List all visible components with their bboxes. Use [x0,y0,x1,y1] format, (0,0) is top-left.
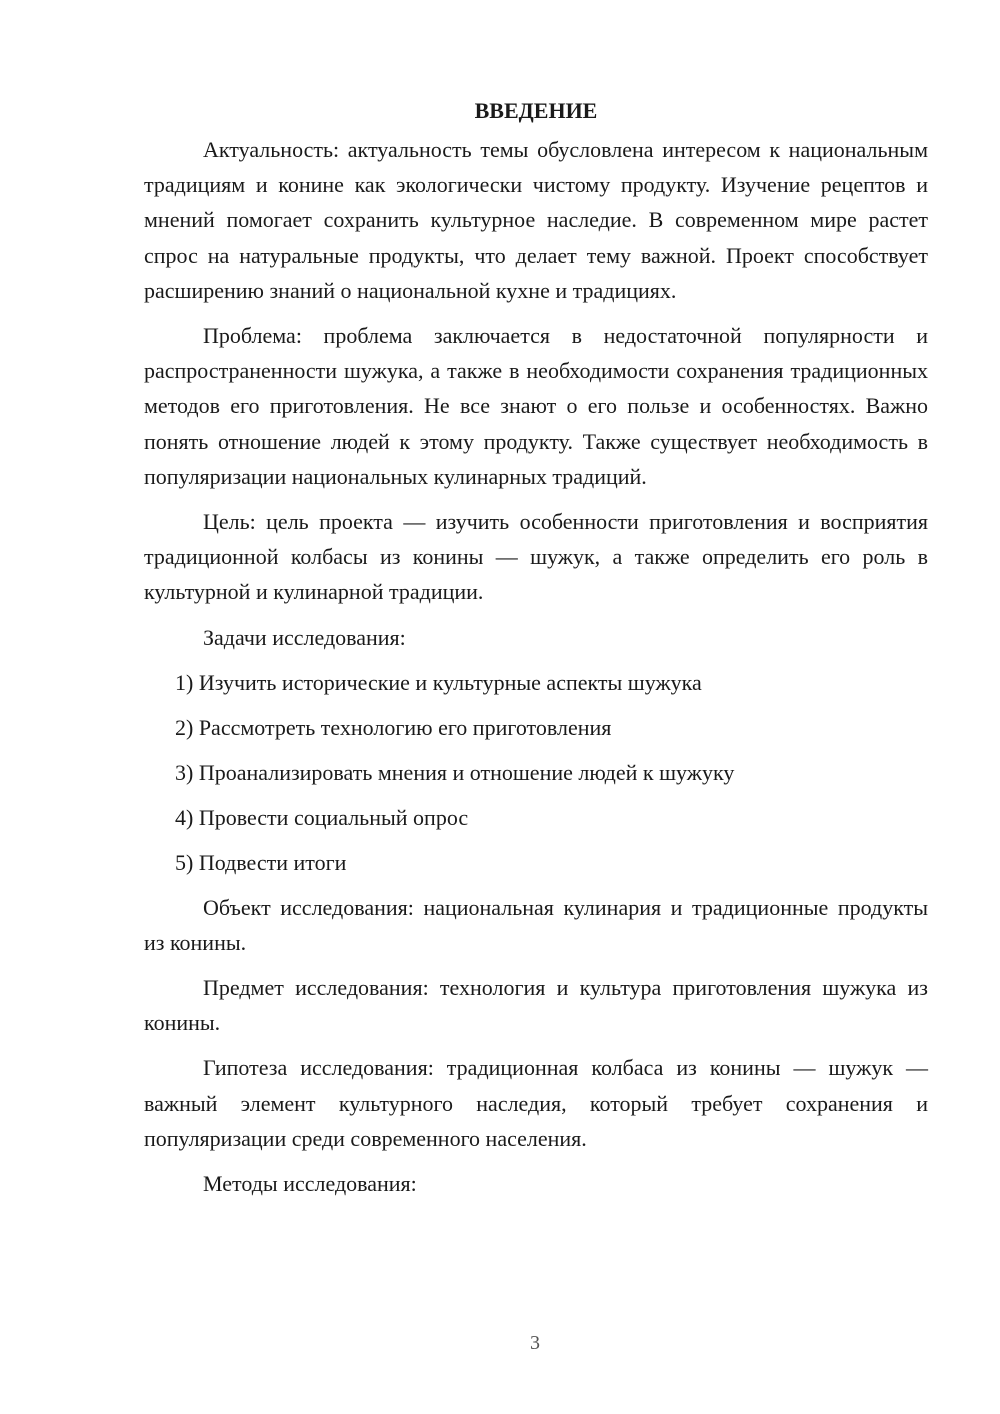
paragraph-hypothesis: Гипотеза исследования: традиционная колбаса из конины — шужук — важный элемент культурного наследия, который требует сохранения и популяризации среди современного населения. [144,1055,928,1151]
page-number: 3 [530,1332,540,1354]
list-item: 3) Проанализировать мнения и отношение людей к шужуку [175,759,735,785]
page-title: ВВЕДЕНИЕ [474,98,598,123]
methods-heading: Методы исследования: [203,1171,417,1197]
tasks-heading: Задачи исследования: [203,624,406,650]
paragraph-goal: Цель: цель проекта — изучить особенности приготовления и восприятия традиционной колбасы из конины — шужук, а также определить его роль в культурной и кулинарной традиции. [144,509,928,605]
paragraph-relevance: Актуальность: актуальность темы обусловлена интересом к национальным традициям и конине как экологически чистому продукту. Изучение рецептов и мнений помогает сохранить культурное наследие. В современном мире растет спрос на натуральные продукты, что делает тему важной. Проект способствует расширению знаний о национальной кухне и традициях. [144,137,928,303]
paragraph-problem: Проблема: проблема заключается в недостаточной популярности и распространенности шужука, а также в необходимости сохранения традиционных методов его приготовления. Не все знают о его пользе и особенностях. Важно понять отношение людей к этому продукту. Также существует необходимость в популяризации национальных кулинарных традиций. [144,323,928,489]
tasks-list [144,665,928,880]
paragraph-object: Объект исследования: национальная кулинария и традиционные продукты из конины. [144,894,928,955]
list-item: 5) Подвести итоги [175,849,347,875]
list-item: 4) Провести социальный опрос [175,804,469,830]
list-item: 2) Рассмотреть технологию его приготовления [175,714,612,740]
paragraph-subject: Предмет исследования: технология и культура приготовления шужука из конины. [144,975,928,1036]
list-item: 1) Изучить исторические и культурные аспекты шужука [175,669,702,695]
document-page [144,94,928,1211]
